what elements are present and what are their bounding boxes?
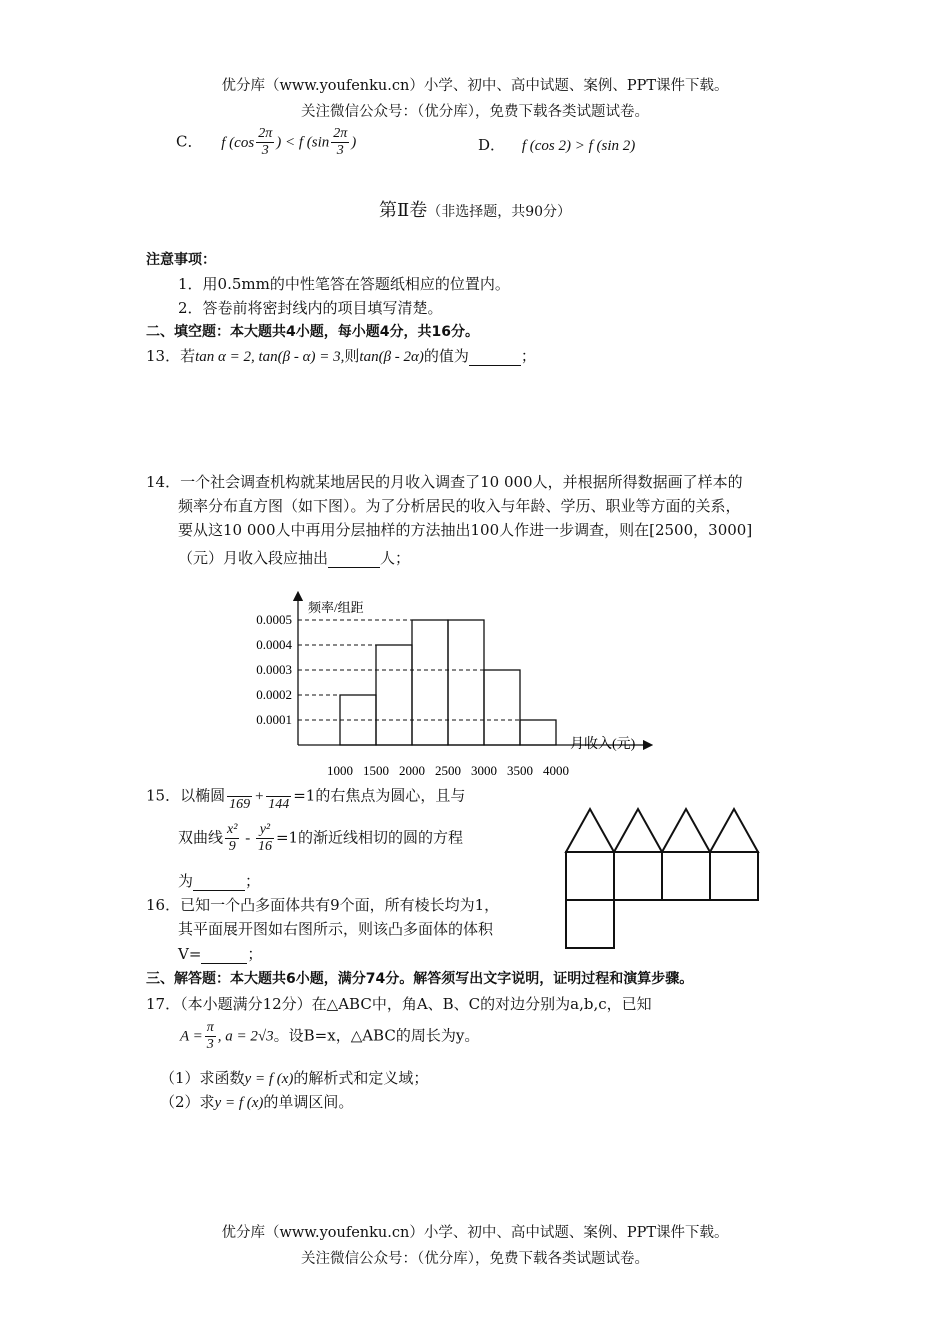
- y-tick-label: 0.0004: [256, 637, 292, 652]
- q13-math: tan α = 2, tan(β - α) = 3,: [195, 349, 345, 365]
- q14-line-3: 要从这10 000人中再用分层抽样的方法抽出100人作进一步调查，则在[2500，3000]: [178, 521, 753, 539]
- q17-pi-frac: $\frac{\pi}{3}$: [206, 1020, 214, 1052]
- notes-item-1: 1．用0.5mm的中性笔答在答题纸相应的位置内。: [178, 275, 510, 293]
- q15-line-1: 15．以椭圆 169 + 144 =1的右焦点为圆心，且与: [146, 780, 465, 813]
- q16-line-3: [178, 943, 262, 964]
- q16-answer-blank[interactable]: [201, 945, 247, 964]
- q17-part-1-suffix: 的解析式和定义域；: [293, 1069, 429, 1087]
- q15-prefix: 15．以椭圆: [146, 786, 226, 805]
- question-13: [146, 345, 536, 366]
- y-tick-label: 0.0002: [256, 687, 292, 702]
- q17-line-2: [180, 1020, 479, 1053]
- x-axis-label: 月收入(元): [570, 737, 636, 752]
- option-d-expr: f (cos 2) > f (sin 2): [521, 138, 636, 154]
- q15-ellipse-frac-2: 144: [266, 780, 291, 813]
- q16-line-1: 16．已知一个凸多面体共有9个面，所有棱长均为1，: [146, 896, 500, 914]
- net-triangle-4: [710, 809, 758, 852]
- x-tick-label: 3000: [471, 763, 497, 778]
- q15-line-2-suffix: =1的渐近线相切的圆的方程: [275, 828, 464, 847]
- header-line-2: 关注微信公众号：（优分库），免费下载各类试题试卷。: [301, 104, 649, 120]
- q13-answer-blank[interactable]: [469, 347, 521, 366]
- q13-prefix: 13．若: [146, 347, 196, 365]
- option-d: [478, 134, 635, 155]
- x-tick-label: 1000: [327, 763, 353, 778]
- q13-suffix: 的值为: [423, 347, 469, 365]
- q17-a: , a = 2√3: [217, 1028, 274, 1045]
- q14-answer-blank[interactable]: [328, 549, 380, 568]
- x-tick-label: 4000: [543, 763, 569, 778]
- option-c-frac: $\frac{2\pi}{3}$: [258, 126, 273, 158]
- q14-line-4-suffix: 人；: [380, 549, 411, 567]
- q15-hyperbola-frac-2: $\frac{\text{y²}}{16}$: [257, 822, 272, 854]
- option-c-expr-mid: ) < f (sin: [276, 134, 330, 151]
- x-tick-label: 3500: [507, 763, 533, 778]
- q17-part-2-suffix: 的单调区间。: [263, 1093, 354, 1111]
- q15-ellipse-frac-1: 169: [227, 780, 252, 813]
- q15-line-2: 双曲线 $\frac{\text{x²}}{9}$ - $\frac{\text{y²}}{16}$ =1的渐近线相切的圆的方程: [178, 822, 464, 854]
- q15-line-3-suffix: ；: [245, 872, 261, 890]
- q16-line-2: 其平面展开图如右图所示，则该凸多面体的体积: [178, 920, 494, 938]
- q17-rest: 。设B=x，△ABC的周长为y。: [273, 1026, 480, 1045]
- y-tick-label: 0.0003: [256, 662, 292, 677]
- histogram-bar: [376, 645, 412, 745]
- q17-part-1-prefix: （1）求函数: [160, 1069, 245, 1087]
- x-tick-label: 2000: [399, 763, 425, 778]
- y-axis-label: 频率/组距: [308, 600, 364, 615]
- histogram-bar: [412, 620, 448, 745]
- frequency-histogram: [230, 588, 660, 780]
- q17-part-2-math: y = f (x): [214, 1095, 264, 1111]
- q14-line-1: 14．一个社会调查机构就某地居民的月收入调查了10 000人，并根据所得数据画了样本的: [146, 473, 743, 491]
- option-c-expr-end: ): [351, 134, 357, 151]
- q13-mid: 则: [344, 347, 360, 365]
- q17-part-2: [160, 1091, 353, 1112]
- solve-heading: 三、解答题：本大题共6小题，满分74分。解答须写出文字说明，证明过程和演算步骤。: [146, 971, 694, 987]
- fill-in-heading: 二、填空题：本大题共4小题，每小题4分，共16分。: [146, 324, 479, 340]
- option-c-expr-left: f (cos: [221, 134, 255, 151]
- q14-line-4-prefix: （元）月收入段应抽出: [178, 549, 329, 567]
- net-triangle-1: [566, 809, 614, 852]
- q17-part-2-prefix: （2）求: [160, 1093, 215, 1111]
- histogram-bar: [484, 670, 520, 745]
- q15-eq: =1的右焦点为圆心，且与: [293, 786, 466, 805]
- net-triangle-2: [614, 809, 662, 852]
- q16-line-3-suffix: ；: [247, 945, 263, 963]
- section-title-main: 第Ⅱ卷: [378, 200, 428, 221]
- polyhedron-net-diagram: [560, 805, 765, 953]
- q15-line-2-prefix: 双曲线: [178, 828, 224, 847]
- net-triangle-3: [662, 809, 710, 852]
- q14-line-2: 频率分布直方图（如下图）。为了分析居民的收入与年龄、学历、职业等方面的关系，: [178, 497, 741, 515]
- q15-line-3: [178, 870, 260, 891]
- q17-part-1: [160, 1067, 428, 1088]
- section-subtitle: （非选择题，共90分）: [427, 204, 572, 220]
- q17-part-1-math: y = f (x): [244, 1071, 294, 1087]
- x-tick-label: 1500: [363, 763, 389, 778]
- notes-heading: 注意事项：: [146, 252, 216, 268]
- histogram-bar: [448, 620, 484, 745]
- net-square-4: [710, 852, 758, 900]
- q13-math-2: tan(β - 2α): [359, 349, 424, 365]
- q15-line-3-prefix: 为: [178, 872, 194, 890]
- q14-line-4: [178, 547, 410, 568]
- net-square-3: [662, 852, 710, 900]
- footer-line-2: 关注微信公众号：（优分库），免费下载各类试题试卷。: [301, 1251, 649, 1267]
- y-tick-label: 0.0005: [256, 612, 292, 627]
- header-line-1: 优分库（www.youfenku.cn）小学、初中、高中试题、案例、PPT课件下载。: [221, 78, 729, 94]
- net-square-2: [614, 852, 662, 900]
- option-c-label: C．: [176, 132, 203, 151]
- q15-answer-blank[interactable]: [193, 872, 245, 891]
- option-c: [176, 126, 356, 159]
- option-d-label: D．: [478, 136, 506, 154]
- option-c-frac-2: $\frac{2\pi}{3}$: [333, 126, 348, 158]
- q13-end: ；: [520, 347, 536, 365]
- q17-line-1: 17．（本小题满分12分）在△ABC中，角A、B、C的对边分别为a,b,c，已知: [146, 995, 652, 1013]
- net-square-5: [566, 900, 614, 948]
- histogram-bar: [520, 720, 556, 745]
- notes-item-2: 2．答卷前将密封线内的项目填写清楚。: [178, 299, 443, 317]
- x-tick-label: 2500: [435, 763, 461, 778]
- y-tick-label: 0.0001: [256, 712, 292, 727]
- q17-A: A =: [180, 1028, 203, 1045]
- section-title: [0, 196, 950, 222]
- q16-line-3-prefix: V=: [178, 945, 202, 963]
- q15-hyperbola-frac-1: $\frac{\text{x²}}{9}$: [227, 822, 238, 854]
- footer-line-1: 优分库（www.youfenku.cn）小学、初中、高中试题、案例、PPT课件下载。: [221, 1225, 729, 1241]
- net-square-1: [566, 852, 614, 900]
